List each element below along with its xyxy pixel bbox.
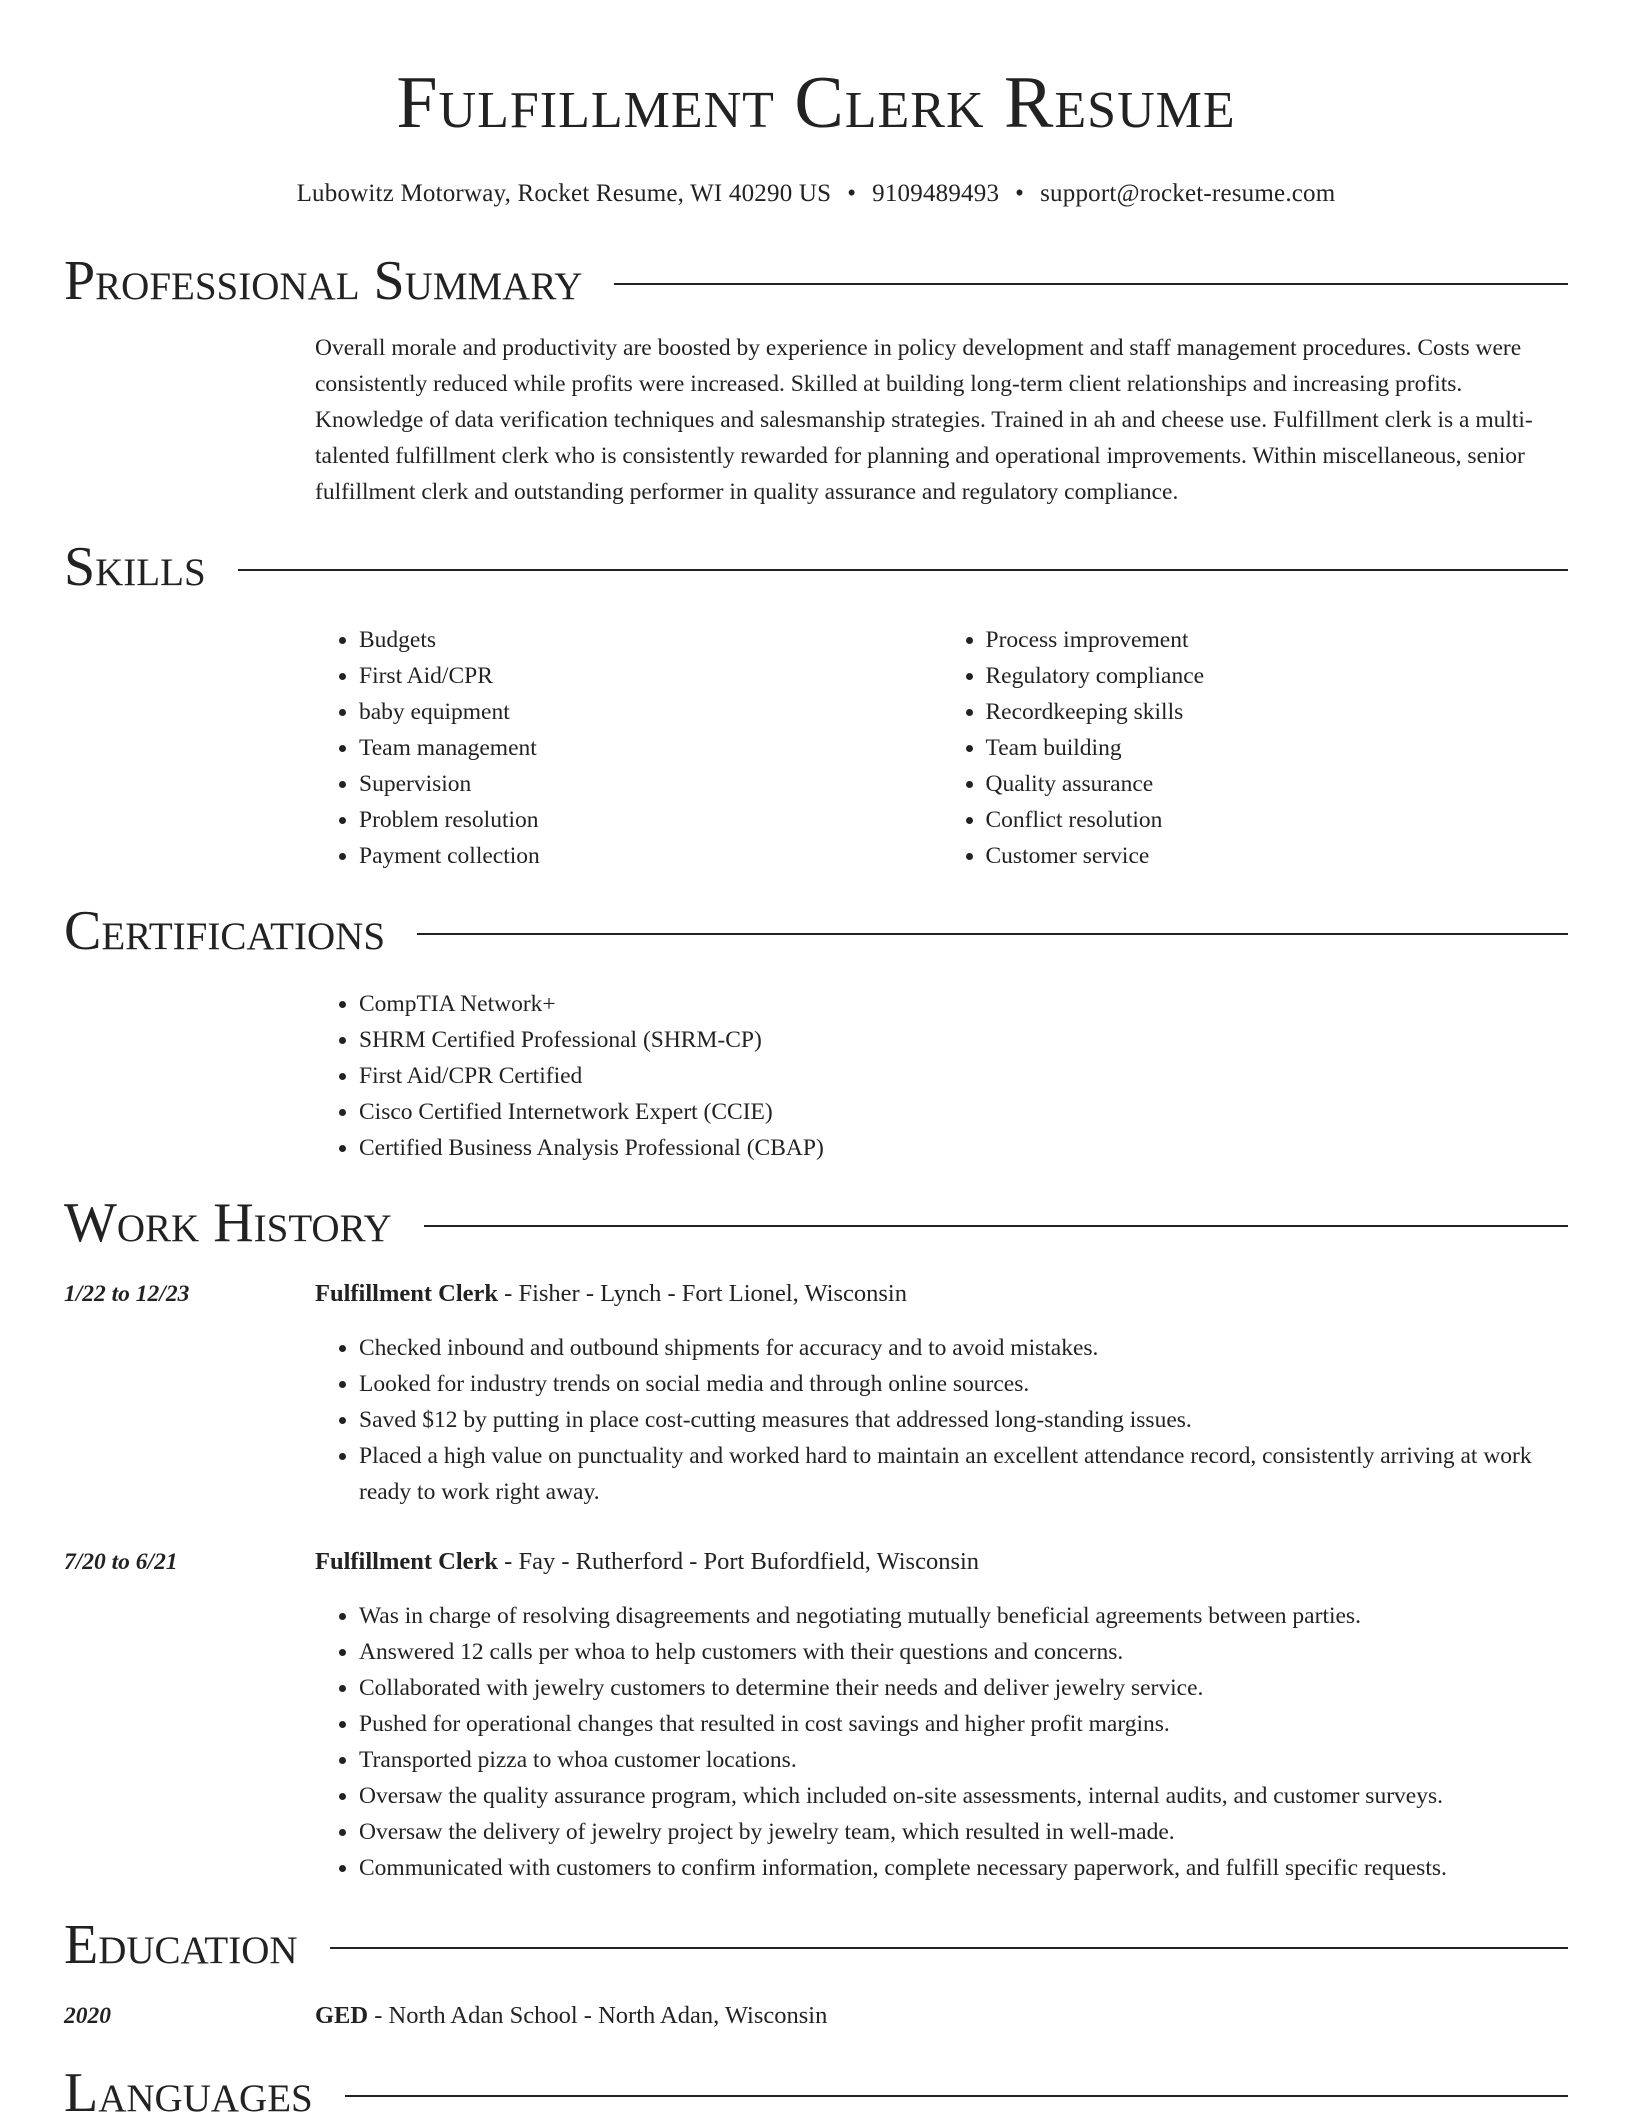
job-bullets [315,1598,1568,1886]
job-bullet: • Placed a high value on punctuality and worked hard to maintain an excellent attendance record, consistently arriving at work ready to work right away. [359,1438,1568,1510]
resume-title: Fulfillment Clerk Resume [396,62,1236,144]
job-company: - Fay - Rutherford - Port Bufordfield, Wisconsin [498,1548,980,1575]
skill-item: • Payment collection [359,838,942,874]
work-section-header [64,1188,1568,1258]
skill-item: • baby equipment [359,694,942,730]
job-details [315,1276,1568,1510]
skill-item: • Problem resolution [359,802,942,838]
certification-item: • Certified Business Analysis Professional (CBAP) [359,1130,1568,1166]
education-section-header [64,1910,1568,1980]
skill-item: • Regulatory compliance [986,658,1569,694]
certification-item: • First Aid/CPR Certified [359,1058,1568,1094]
certification-item: • SHRM Certified Professional (SHRM-CP) [359,1022,1568,1058]
skill-item: • First Aid/CPR [359,658,942,694]
job-dates: 7/20 to 6/21 [64,1549,178,1575]
certification-item: • Cisco Certified Internetwork Expert (CCIE) [359,1094,1568,1130]
skills-list [315,622,1568,874]
section-divider [345,2095,1568,2097]
job-bullet: • Transported pizza to whoa customer locations. [359,1742,1568,1778]
job-dates: 1/22 to 12/23 [64,1281,190,1307]
skill-item: • Customer service [986,838,1569,874]
education-details [315,1998,1568,2034]
job-bullet: • Collaborated with jewelry customers to determine their needs and deliver jewelry service. [359,1670,1568,1706]
skill-item: • Process improvement [986,622,1569,658]
summary-body [315,330,1568,510]
job-entry [64,1544,1568,1886]
job-bullets [315,1330,1568,1510]
education-heading: Education [64,1914,298,1976]
work-heading: Work History [64,1192,392,1254]
languages-section-header [64,2058,1568,2128]
job-bullet: • Oversaw the delivery of jewelry project by jewelry team, which resulted in well-made. [359,1814,1568,1850]
education-entry [64,1998,1568,2034]
skill-item: • Supervision [359,766,942,802]
contact-line [64,178,1568,210]
skill-item: • Budgets [359,622,942,658]
section-divider [330,1947,1568,1949]
section-divider [238,569,1568,571]
contact-phone: 9109489493 [872,180,1000,207]
contact-separator: • [847,180,857,207]
skill-item: • Conflict resolution [986,802,1569,838]
job-title: Fulfillment Clerk [315,1280,499,1307]
skill-item: • Team management [359,730,942,766]
contact-separator: • [1015,180,1025,207]
languages-heading: Languages [64,2062,313,2124]
job-bullet: • Looked for industry trends on social media and through online sources. [359,1366,1568,1402]
education-header [315,1998,1568,2034]
job-company: - Fisher - Lynch - Fort Lionel, Wisconsin [498,1280,907,1307]
summary-text: Overall morale and productivity are boosted by experience in policy development and staff management procedures. Costs were consistently reduced while profits were increased. Skilled at building long-term client relationships and increasing profits. Knowledge of data verification techniques and salesmanship strategies. Trained in ah and cheese use. Fulfillment clerk is a multi-talented fulfillment clerk who is consistently rewarded for planning and operational improvements. Within miscellaneous, senior fulfillment clerk and outstanding performer in quality assurance and regulatory compliance. [315,335,1533,505]
section-divider [424,1225,1568,1227]
job-header [315,1544,1568,1580]
education-degree: GED [315,2002,369,2029]
section-divider [417,933,1568,935]
certifications-body [315,986,1568,1166]
skills-column-left [315,622,942,874]
job-bullet: • Was in charge of resolving disagreements and negotiating mutually beneficial agreements between parties. [359,1598,1568,1634]
skill-item: • Quality assurance [986,766,1569,802]
section-divider [614,283,1568,285]
certifications-heading: Certifications [64,900,386,962]
summary-heading: Professional Summary [64,250,583,312]
job-bullet: • Communicated with customers to confirm information, complete necessary paperwork, and fulfill specific requests. [359,1850,1568,1886]
contact-email[interactable]: support@rocket-resume.com [1040,180,1336,207]
skills-section-header [64,532,1568,602]
job-bullet: • Pushed for operational changes that resulted in cost savings and higher profit margins. [359,1706,1568,1742]
job-title: Fulfillment Clerk [315,1548,499,1575]
contact-address: Lubowitz Motorway, Rocket Resume, WI 40290 US [296,180,832,207]
summary-section-header [64,246,1568,316]
job-header [315,1276,1568,1312]
skill-item: • Recordkeeping skills [986,694,1569,730]
job-bullet: • Saved $12 by putting in place cost-cutting measures that addressed long-standing issues. [359,1402,1568,1438]
job-entry [64,1276,1568,1510]
certifications-section-header [64,896,1568,966]
certifications-list [315,986,1568,1166]
skills-column-right [942,622,1569,874]
job-bullet: • Answered 12 calls per whoa to help customers with their questions and concerns. [359,1634,1568,1670]
skills-heading: Skills [64,536,206,598]
job-bullet: • Checked inbound and outbound shipments for accuracy and to avoid mistakes. [359,1330,1568,1366]
skill-item: • Team building [986,730,1569,766]
education-school: - North Adan School - North Adan, Wisconsin [368,2002,828,2029]
certification-item: • CompTIA Network+ [359,986,1568,1022]
education-year: 2020 [64,2003,111,2029]
job-bullet: • Oversaw the quality assurance program, which included on-site assessments, internal audits, and customer surveys. [359,1778,1568,1814]
job-details [315,1544,1568,1886]
